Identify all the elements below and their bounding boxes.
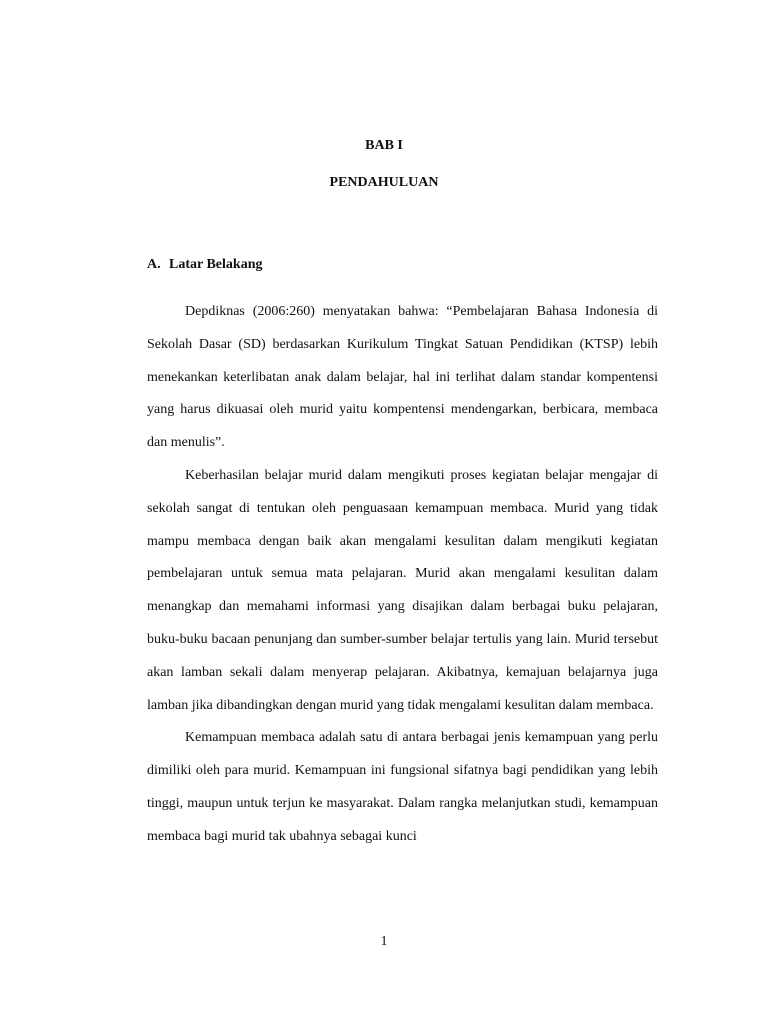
paragraph: Depdiknas (2006:260) menyatakan bahwa: “Pembelajaran Bahasa Indonesia di Sekolah Dasar (SD) berdasarkan Kurikulum Tingkat Satuan Pendidikan (KTSP) lebih menekankan keterlibatan anak dalam belajar, hal ini terlihat dalam standar kompentensi yang harus dikuasai oleh murid yaitu kompentensi mendengarkan, berbicara, membaca dan menulis”. [147, 304, 658, 451]
body-text [147, 296, 658, 854]
paragraph: Kemampuan membaca adalah satu di antara berbagai jenis kemampuan yang perlu dimiliki oleh para murid. Kemampuan ini fungsional sifatnya bagi pendidikan yang lebih tinggi, maupun untuk terjun ke masyarakat. Dalam rangka melanjutkan studi, kemampuan membaca bagi murid tak ubahnya sebagai kunci [147, 730, 658, 844]
section-title: Latar Belakang [169, 257, 263, 272]
section-number: A. [147, 257, 161, 272]
page-number: 1 [380, 934, 388, 949]
chapter-label: BAB I [365, 138, 403, 153]
paragraph: Keberhasilan belajar murid dalam mengikuti proses kegiatan belajar mengajar di sekolah sangat di tentukan oleh penguasaan kemampuan membaca. Murid yang tidak mampu membaca dengan baik akan mengalami kesulitan dalam mengikuti kegiatan pembelajaran untuk semua mata pelajaran. Murid akan mengalami kesulitan dalam menangkap dan memahami informasi yang disajikan dalam berbagai buku pelajaran, buku-buku bacaan penunjang dan sumber-sumber belajar tertulis yang lain. Murid tersebut akan lamban sekali dalam menyerap pelajaran. Akibatnya, kemajuan belajarnya juga lamban jika dibandingkan dengan murid yang tidak mengalami kesulitan dalam membaca. [147, 467, 658, 713]
chapter-title: PENDAHULUAN [329, 175, 439, 190]
section-heading [147, 257, 262, 273]
